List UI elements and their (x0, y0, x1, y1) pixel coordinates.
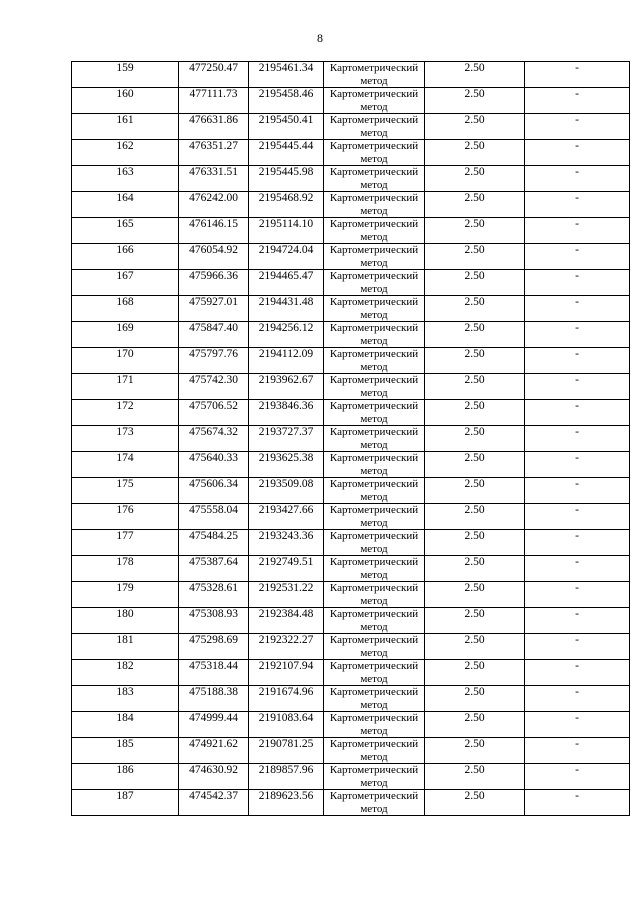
accuracy-cell: 2.50 (425, 608, 525, 634)
note-cell: - (525, 452, 630, 478)
accuracy-cell: 2.50 (425, 556, 525, 582)
point-number-cell: 187 (72, 790, 179, 816)
table-row (72, 374, 630, 400)
y-coordinate-cell: 2194465.47 (249, 270, 324, 296)
x-coordinate-cell: 476146.15 (179, 218, 249, 244)
x-coordinate-cell: 475742.30 (179, 374, 249, 400)
method-cell: Картометрический метод (324, 140, 425, 166)
note-cell: - (525, 738, 630, 764)
point-number-cell: 171 (72, 374, 179, 400)
note-cell: - (525, 764, 630, 790)
y-coordinate-cell: 2195445.98 (249, 166, 324, 192)
table-row (72, 530, 630, 556)
point-number-cell: 175 (72, 478, 179, 504)
x-coordinate-cell: 475318.44 (179, 660, 249, 686)
y-coordinate-cell: 2195458.46 (249, 88, 324, 114)
note-cell: - (525, 790, 630, 816)
y-coordinate-cell: 2194112.09 (249, 348, 324, 374)
method-cell: Картометрический метод (324, 270, 425, 296)
accuracy-cell: 2.50 (425, 738, 525, 764)
y-coordinate-cell: 2195450.41 (249, 114, 324, 140)
accuracy-cell: 2.50 (425, 192, 525, 218)
y-coordinate-cell: 2194256.12 (249, 322, 324, 348)
y-coordinate-cell: 2193962.67 (249, 374, 324, 400)
y-coordinate-cell: 2189857.96 (249, 764, 324, 790)
method-cell: Картометрический метод (324, 88, 425, 114)
accuracy-cell: 2.50 (425, 660, 525, 686)
accuracy-cell: 2.50 (425, 296, 525, 322)
table-row (72, 192, 630, 218)
note-cell: - (525, 374, 630, 400)
x-coordinate-cell: 474921.62 (179, 738, 249, 764)
point-number-cell: 159 (72, 62, 179, 88)
y-coordinate-cell: 2191083.64 (249, 712, 324, 738)
coordinates-table (71, 61, 630, 816)
note-cell: - (525, 348, 630, 374)
table-row (72, 504, 630, 530)
y-coordinate-cell: 2189623.56 (249, 790, 324, 816)
x-coordinate-cell: 475298.69 (179, 634, 249, 660)
table-row (72, 426, 630, 452)
note-cell: - (525, 660, 630, 686)
table-row (72, 140, 630, 166)
method-cell: Картометрический метод (324, 764, 425, 790)
method-cell: Картометрический метод (324, 530, 425, 556)
accuracy-cell: 2.50 (425, 452, 525, 478)
method-cell: Картометрический метод (324, 634, 425, 660)
table-row (72, 88, 630, 114)
note-cell: - (525, 400, 630, 426)
table-row (72, 270, 630, 296)
table-row (72, 452, 630, 478)
point-number-cell: 181 (72, 634, 179, 660)
note-cell: - (525, 608, 630, 634)
table-row (72, 478, 630, 504)
accuracy-cell: 2.50 (425, 166, 525, 192)
method-cell: Картометрический метод (324, 582, 425, 608)
point-number-cell: 170 (72, 348, 179, 374)
y-coordinate-cell: 2193427.66 (249, 504, 324, 530)
point-number-cell: 174 (72, 452, 179, 478)
x-coordinate-cell: 475640.33 (179, 452, 249, 478)
method-cell: Картометрический метод (324, 738, 425, 764)
x-coordinate-cell: 475966.36 (179, 270, 249, 296)
point-number-cell: 184 (72, 712, 179, 738)
note-cell: - (525, 712, 630, 738)
table-row (72, 166, 630, 192)
accuracy-cell: 2.50 (425, 88, 525, 114)
point-number-cell: 165 (72, 218, 179, 244)
method-cell: Картометрический метод (324, 790, 425, 816)
point-number-cell: 176 (72, 504, 179, 530)
method-cell: Картометрический метод (324, 686, 425, 712)
note-cell: - (525, 426, 630, 452)
method-cell: Картометрический метод (324, 192, 425, 218)
method-cell: Картометрический метод (324, 114, 425, 140)
accuracy-cell: 2.50 (425, 712, 525, 738)
note-cell: - (525, 504, 630, 530)
accuracy-cell: 2.50 (425, 62, 525, 88)
coordinates-table-body (72, 62, 630, 816)
x-coordinate-cell: 476351.27 (179, 140, 249, 166)
point-number-cell: 182 (72, 660, 179, 686)
accuracy-cell: 2.50 (425, 322, 525, 348)
note-cell: - (525, 192, 630, 218)
method-cell: Картометрический метод (324, 452, 425, 478)
point-number-cell: 185 (72, 738, 179, 764)
table-row (72, 608, 630, 634)
y-coordinate-cell: 2192384.48 (249, 608, 324, 634)
point-number-cell: 164 (72, 192, 179, 218)
note-cell: - (525, 218, 630, 244)
y-coordinate-cell: 2193625.38 (249, 452, 324, 478)
accuracy-cell: 2.50 (425, 348, 525, 374)
accuracy-cell: 2.50 (425, 140, 525, 166)
x-coordinate-cell: 474999.44 (179, 712, 249, 738)
method-cell: Картометрический метод (324, 348, 425, 374)
x-coordinate-cell: 475674.32 (179, 426, 249, 452)
point-number-cell: 178 (72, 556, 179, 582)
x-coordinate-cell: 475927.01 (179, 296, 249, 322)
method-cell: Картометрический метод (324, 556, 425, 582)
y-coordinate-cell: 2195468.92 (249, 192, 324, 218)
note-cell: - (525, 62, 630, 88)
y-coordinate-cell: 2193509.08 (249, 478, 324, 504)
table-row (72, 400, 630, 426)
note-cell: - (525, 88, 630, 114)
note-cell: - (525, 634, 630, 660)
y-coordinate-cell: 2193846.36 (249, 400, 324, 426)
point-number-cell: 167 (72, 270, 179, 296)
table-row (72, 764, 630, 790)
table-row (72, 296, 630, 322)
table-row (72, 556, 630, 582)
y-coordinate-cell: 2192322.27 (249, 634, 324, 660)
method-cell: Картометрический метод (324, 218, 425, 244)
method-cell: Картометрический метод (324, 400, 425, 426)
accuracy-cell: 2.50 (425, 374, 525, 400)
x-coordinate-cell: 474542.37 (179, 790, 249, 816)
accuracy-cell: 2.50 (425, 244, 525, 270)
accuracy-cell: 2.50 (425, 790, 525, 816)
point-number-cell: 166 (72, 244, 179, 270)
point-number-cell: 161 (72, 114, 179, 140)
table-row (72, 634, 630, 660)
accuracy-cell: 2.50 (425, 400, 525, 426)
y-coordinate-cell: 2191674.96 (249, 686, 324, 712)
table-row (72, 62, 630, 88)
point-number-cell: 160 (72, 88, 179, 114)
point-number-cell: 168 (72, 296, 179, 322)
accuracy-cell: 2.50 (425, 504, 525, 530)
note-cell: - (525, 478, 630, 504)
accuracy-cell: 2.50 (425, 686, 525, 712)
method-cell: Картометрический метод (324, 660, 425, 686)
point-number-cell: 163 (72, 166, 179, 192)
note-cell: - (525, 686, 630, 712)
method-cell: Картометрический метод (324, 296, 425, 322)
y-coordinate-cell: 2194724.04 (249, 244, 324, 270)
x-coordinate-cell: 477111.73 (179, 88, 249, 114)
accuracy-cell: 2.50 (425, 218, 525, 244)
table-row (72, 114, 630, 140)
point-number-cell: 162 (72, 140, 179, 166)
accuracy-cell: 2.50 (425, 270, 525, 296)
y-coordinate-cell: 2193243.36 (249, 530, 324, 556)
x-coordinate-cell: 475797.76 (179, 348, 249, 374)
method-cell: Картометрический метод (324, 166, 425, 192)
accuracy-cell: 2.50 (425, 426, 525, 452)
note-cell: - (525, 114, 630, 140)
table-row (72, 686, 630, 712)
x-coordinate-cell: 475484.25 (179, 530, 249, 556)
x-coordinate-cell: 475558.04 (179, 504, 249, 530)
table-row (72, 244, 630, 270)
accuracy-cell: 2.50 (425, 530, 525, 556)
point-number-cell: 172 (72, 400, 179, 426)
y-coordinate-cell: 2195461.34 (249, 62, 324, 88)
point-number-cell: 180 (72, 608, 179, 634)
method-cell: Картометрический метод (324, 478, 425, 504)
note-cell: - (525, 270, 630, 296)
note-cell: - (525, 140, 630, 166)
point-number-cell: 169 (72, 322, 179, 348)
x-coordinate-cell: 476242.00 (179, 192, 249, 218)
x-coordinate-cell: 475847.40 (179, 322, 249, 348)
note-cell: - (525, 166, 630, 192)
x-coordinate-cell: 475188.38 (179, 686, 249, 712)
note-cell: - (525, 556, 630, 582)
x-coordinate-cell: 475706.52 (179, 400, 249, 426)
x-coordinate-cell: 474630.92 (179, 764, 249, 790)
point-number-cell: 183 (72, 686, 179, 712)
note-cell: - (525, 296, 630, 322)
x-coordinate-cell: 476054.92 (179, 244, 249, 270)
accuracy-cell: 2.50 (425, 114, 525, 140)
point-number-cell: 186 (72, 764, 179, 790)
method-cell: Картометрический метод (324, 62, 425, 88)
x-coordinate-cell: 475308.93 (179, 608, 249, 634)
x-coordinate-cell: 477250.47 (179, 62, 249, 88)
method-cell: Картометрический метод (324, 608, 425, 634)
x-coordinate-cell: 475387.64 (179, 556, 249, 582)
x-coordinate-cell: 476331.51 (179, 166, 249, 192)
method-cell: Картометрический метод (324, 426, 425, 452)
point-number-cell: 179 (72, 582, 179, 608)
method-cell: Картометрический метод (324, 504, 425, 530)
y-coordinate-cell: 2192531.22 (249, 582, 324, 608)
table-row (72, 218, 630, 244)
table-row (72, 712, 630, 738)
y-coordinate-cell: 2195445.44 (249, 140, 324, 166)
y-coordinate-cell: 2192749.51 (249, 556, 324, 582)
method-cell: Картометрический метод (324, 244, 425, 270)
x-coordinate-cell: 475606.34 (179, 478, 249, 504)
y-coordinate-cell: 2195114.10 (249, 218, 324, 244)
note-cell: - (525, 244, 630, 270)
method-cell: Картометрический метод (324, 322, 425, 348)
y-coordinate-cell: 2190781.25 (249, 738, 324, 764)
note-cell: - (525, 582, 630, 608)
note-cell: - (525, 530, 630, 556)
method-cell: Картометрический метод (324, 712, 425, 738)
y-coordinate-cell: 2192107.94 (249, 660, 324, 686)
accuracy-cell: 2.50 (425, 582, 525, 608)
x-coordinate-cell: 475328.61 (179, 582, 249, 608)
table-row (72, 322, 630, 348)
point-number-cell: 173 (72, 426, 179, 452)
y-coordinate-cell: 2194431.48 (249, 296, 324, 322)
table-row (72, 660, 630, 686)
table-row (72, 790, 630, 816)
accuracy-cell: 2.50 (425, 764, 525, 790)
page-number: 8 (317, 31, 323, 45)
accuracy-cell: 2.50 (425, 634, 525, 660)
method-cell: Картометрический метод (324, 374, 425, 400)
table-row (72, 348, 630, 374)
y-coordinate-cell: 2193727.37 (249, 426, 324, 452)
table-row (72, 738, 630, 764)
note-cell: - (525, 322, 630, 348)
accuracy-cell: 2.50 (425, 478, 525, 504)
table-row (72, 582, 630, 608)
point-number-cell: 177 (72, 530, 179, 556)
x-coordinate-cell: 476631.86 (179, 114, 249, 140)
